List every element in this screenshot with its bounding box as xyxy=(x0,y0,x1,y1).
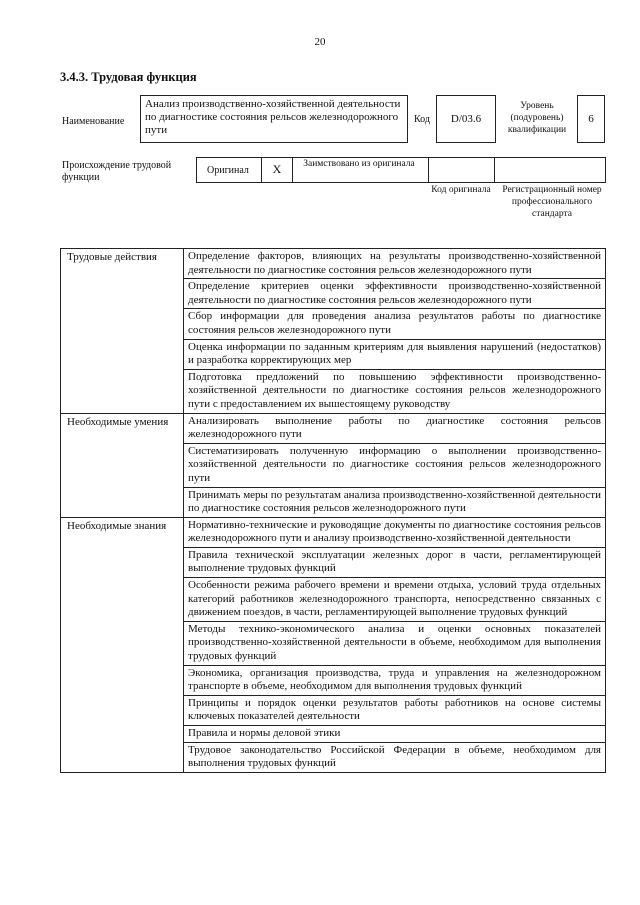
name-label: Наименование xyxy=(62,116,125,127)
section-title: 3.4.3. Трудовая функция xyxy=(60,70,197,84)
level-value-box xyxy=(577,95,605,143)
list-item: Трудовое законодательство Российской Федерации в объеме, необходимом для выполнения трудовых функций xyxy=(184,742,606,772)
code-original-label: Код оригинала xyxy=(431,185,491,195)
original-mark: X xyxy=(261,157,293,183)
section-header-knowledge: Необходимые знания xyxy=(61,517,184,772)
table-row xyxy=(61,413,606,443)
name-value-box xyxy=(140,95,408,143)
list-item: Методы технико-экономического анализа и оценки основных показателей производственно-хозяйственной деятельности в объеме, необходимом для выполнения трудовых функций xyxy=(184,621,606,665)
function-details-table xyxy=(60,248,606,773)
level-label: Уровень (подуровень) квалификации xyxy=(507,101,567,135)
list-item: Особенности режима рабочего времени и времени отдыха, условий труда отдельных категорий работников железнодорожного транспорта, непосредственно связанных с движением поездов, в части, регламентирующей выполнение трудовых функций xyxy=(184,578,606,622)
reg-number-label: Регистрационный номер профессионального стандарта xyxy=(502,185,602,219)
divider xyxy=(428,157,429,183)
code-value-box xyxy=(436,95,496,143)
code-label: Код xyxy=(414,114,430,125)
list-item: Нормативно-технические и руководящие документы по диагностике состояния рельсов железнодорожного пути и анализу производственно-хозяйственной деятельности xyxy=(184,517,606,547)
list-item: Сбор информации для проведения анализа результатов работы по диагностике состояния рельсов железнодорожного пути xyxy=(184,309,606,339)
origin-table xyxy=(196,157,606,183)
original-label: Оригинал xyxy=(207,165,249,176)
list-item: Экономика, организация производства, труда и управления на железнодорожном транспорте в объеме, необходимом для выполнения трудовых функций xyxy=(184,665,606,695)
origin-label: Происхождение трудовой функции xyxy=(62,160,172,183)
list-item: Принимать меры по результатам анализа производственно-хозяйственной деятельности по диагностике состояния рельсов железнодорожного пути xyxy=(184,487,606,517)
list-item: Определение критериев оценки эффективности производственно-хозяйственной деятельности по диагностике состояния рельсов железнодорожного пути xyxy=(184,279,606,309)
section-header-actions: Трудовые действия xyxy=(61,249,184,414)
list-item: Анализировать выполнение работы по диагностике состояния рельсов железнодорожного пути xyxy=(184,413,606,443)
list-item: Определение факторов, влияющих на результаты производственно-хозяйственной деятельности по диагностике состояния рельсов железнодорожного пути xyxy=(184,249,606,279)
level-value: 6 xyxy=(588,113,594,125)
borrowed-label: Заимствовано из оригинала xyxy=(303,159,415,169)
list-item: Подготовка предложений по повышению эффективности производственно-хозяйственной деятельности по диагностике состояния рельсов железнодорожного пути с предоставлением их вышестоящему руководству xyxy=(184,369,606,413)
section-header-skills: Необходимые умения xyxy=(61,413,184,517)
list-item: Правила и нормы деловой этики xyxy=(184,726,606,743)
divider xyxy=(494,157,495,183)
table-row xyxy=(61,517,606,547)
list-item: Правила технической эксплуатации железных дорог в части, регламентирующей выполнение трудовых функций xyxy=(184,547,606,577)
list-item: Систематизировать полученную информацию о выполнении производственно-хозяйственной деятельности по диагностике состояния рельсов железнодорожного пути xyxy=(184,443,606,487)
code-value: D/03.6 xyxy=(450,113,482,125)
name-value: Анализ производственно-хозяйственной деятельности по диагностике состояния рельсов железнодорожного пути xyxy=(145,98,401,136)
page-number: 20 xyxy=(314,36,326,48)
list-item: Принципы и порядок оценки результатов работы работников на основе системы ключевых показателей деятельности xyxy=(184,695,606,725)
list-item: Оценка информации по заданным критериям для выявления нарушений (недостатков) и разработка корректирующих мер xyxy=(184,339,606,369)
table-row xyxy=(61,249,606,279)
